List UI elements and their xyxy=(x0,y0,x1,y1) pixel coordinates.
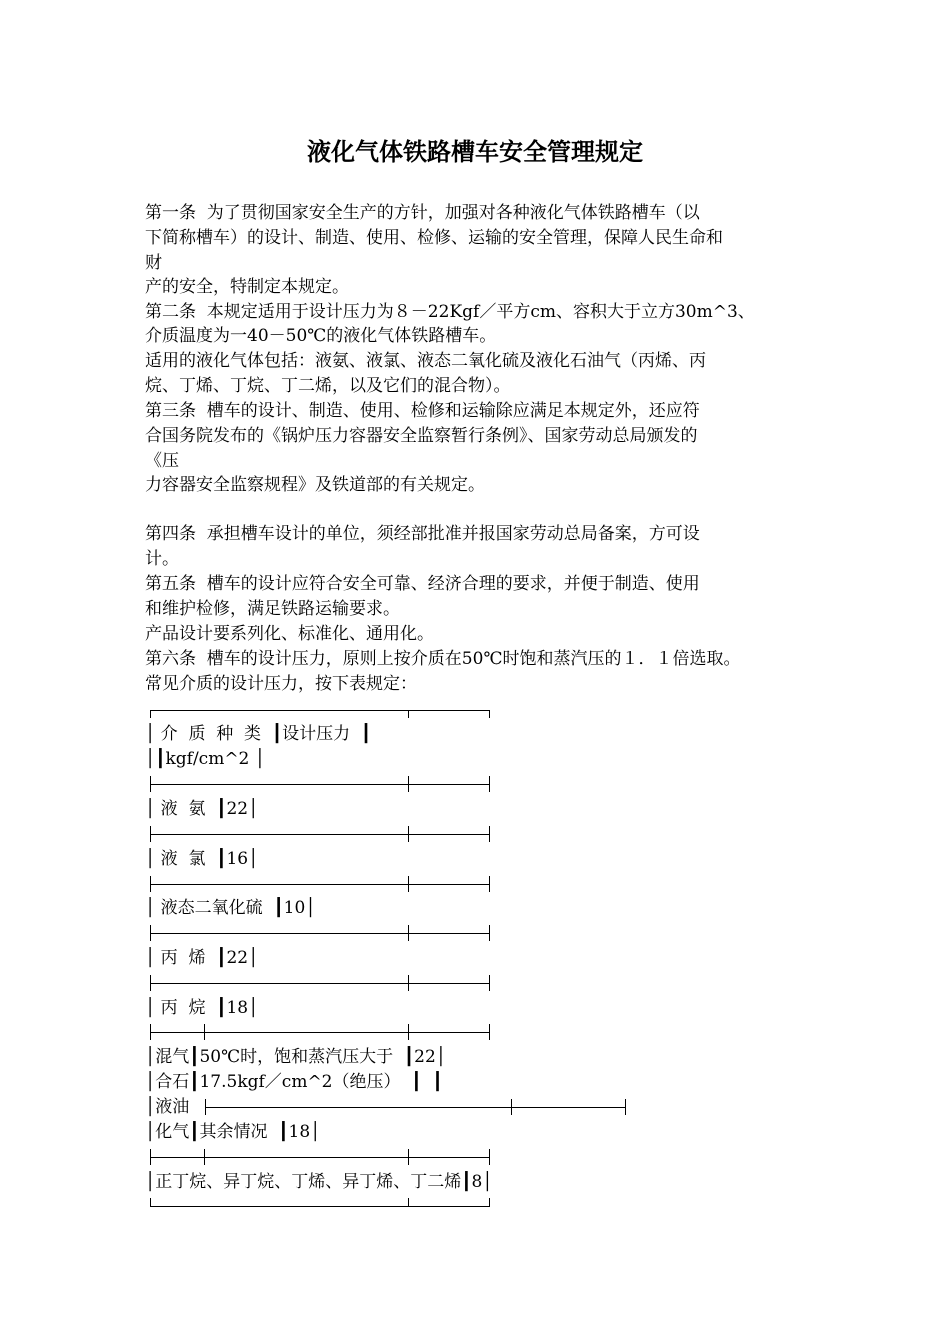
paragraph-line: 计。 xyxy=(145,549,179,569)
paragraph-line: 财 xyxy=(145,253,162,273)
table-text-line: │ 液 氨 ┃22│ xyxy=(145,799,259,819)
paragraph-line: 合国务院发布的《锅炉压力容器安全监察暂行条例》、国家劳动总局颁发的 xyxy=(145,426,698,446)
table-rule xyxy=(205,1107,625,1108)
table-tick xyxy=(408,826,409,842)
table-tick xyxy=(489,876,490,892)
paragraph-line: 介质温度为一40－50℃的液化气体铁路槽车。 xyxy=(145,326,497,346)
table-text-line: │合石┃17.5kgf／cm^2（绝压） ┃ ┃ xyxy=(145,1072,443,1092)
table-tick xyxy=(150,826,151,842)
table-rule xyxy=(150,1206,490,1207)
table-text-line: │┃kgf/cm^2 │ xyxy=(145,749,266,769)
table-tick xyxy=(489,826,490,842)
table-text-line: │正丁烷、异丁烷、丁烯、异丁烯、丁二烯┃8│ xyxy=(145,1172,493,1192)
table-tick xyxy=(408,975,409,991)
table-rule xyxy=(150,710,490,711)
table-tick xyxy=(150,925,151,941)
table-tick xyxy=(150,776,151,792)
table-rule xyxy=(150,1157,490,1158)
paragraph-line: 产品设计要系列化、标准化、通用化。 xyxy=(145,624,434,644)
table-tick xyxy=(408,876,409,892)
table-tick xyxy=(489,710,490,718)
paragraph-line: 力容器安全监察规程》及铁道部的有关规定。 xyxy=(145,475,485,495)
table-text-line: │ 液 氯 ┃16│ xyxy=(145,849,259,869)
paragraph-line: 适用的液化气体包括：液氨、液氯、液态二氧化硫及液化石油气（丙烯、丙 xyxy=(145,351,706,371)
paragraph-line: 常见介质的设计压力，按下表规定： xyxy=(145,674,417,694)
paragraph-line: 和维护检修，满足铁路运输要求。 xyxy=(145,599,400,619)
table-tick xyxy=(408,1149,409,1165)
table-text-line: │ 丙 烯 ┃22│ xyxy=(145,948,259,968)
table-tick xyxy=(150,1024,151,1040)
table-rule xyxy=(150,983,490,984)
table-tick xyxy=(205,1099,206,1115)
table-tick xyxy=(204,1149,205,1165)
table-text-line: │化气┃其余情况 ┃18│ xyxy=(145,1122,321,1142)
table-rule xyxy=(150,834,490,835)
paragraph-line: 第二条 本规定适用于设计压力为８－22Kgf／平方cm、容积大于立方30m^3、 xyxy=(145,302,755,322)
table-tick xyxy=(489,1024,490,1040)
table-text-line: │ 丙 烷 ┃18│ xyxy=(145,998,259,1018)
table-tick xyxy=(489,1149,490,1165)
paragraph-line: 烷、丁烯、丁烷、丁二烯，以及它们的混合物）。 xyxy=(145,376,511,396)
table-tick xyxy=(408,925,409,941)
table-text-line: │混气┃50℃时，饱和蒸汽压大于 ┃22│ xyxy=(145,1047,447,1067)
table-tick xyxy=(489,1198,490,1206)
table-text-line: │液油 xyxy=(145,1097,190,1117)
paragraph-line: 产的安全，特制定本规定。 xyxy=(145,277,349,297)
paragraph-line: 第三条 槽车的设计、制造、使用、检修和运输除应满足本规定外，还应符 xyxy=(145,401,700,421)
table-tick xyxy=(150,710,151,718)
table-tick xyxy=(204,1024,205,1040)
table-rule xyxy=(150,933,490,934)
table-tick xyxy=(150,876,151,892)
paragraph-line: 《压 xyxy=(145,451,179,471)
table-tick xyxy=(150,1198,151,1206)
paragraph-line: 第四条 承担槽车设计的单位，须经部批准并报国家劳动总局备案，方可设 xyxy=(145,524,700,544)
table-tick xyxy=(408,710,409,718)
document-title: 液化气体铁路槽车安全管理规定 xyxy=(307,137,643,166)
table-text-line: │ 液态二氧化硫 ┃10│ xyxy=(145,898,316,918)
table-tick xyxy=(489,925,490,941)
table-tick xyxy=(489,776,490,792)
table-tick xyxy=(408,776,409,792)
table-tick xyxy=(489,975,490,991)
table-text-line: │ 介 质 种 类 ┃设计压力 ┃ xyxy=(145,724,372,744)
paragraph-line: 第六条 槽车的设计压力，原则上按介质在50℃时饱和蒸汽压的１．１倍选取。 xyxy=(145,649,741,669)
paragraph-line: 下简称槽车）的设计、制造、使用、检修、运输的安全管理，保障人民生命和 xyxy=(145,228,723,248)
table-rule xyxy=(150,1032,490,1033)
paragraph-line: 第一条 为了贯彻国家安全生产的方针，加强对各种液化气体铁路槽车（以 xyxy=(145,203,700,223)
table-rule xyxy=(150,884,490,885)
table-tick xyxy=(150,1149,151,1165)
table-tick xyxy=(511,1099,512,1115)
table-tick xyxy=(408,1198,409,1206)
table-tick xyxy=(625,1099,626,1115)
table-rule xyxy=(150,784,490,785)
table-tick xyxy=(150,975,151,991)
table-tick xyxy=(408,1024,409,1040)
paragraph-line: 第五条 槽车的设计应符合安全可靠、经济合理的要求，并便于制造、使用 xyxy=(145,574,700,594)
